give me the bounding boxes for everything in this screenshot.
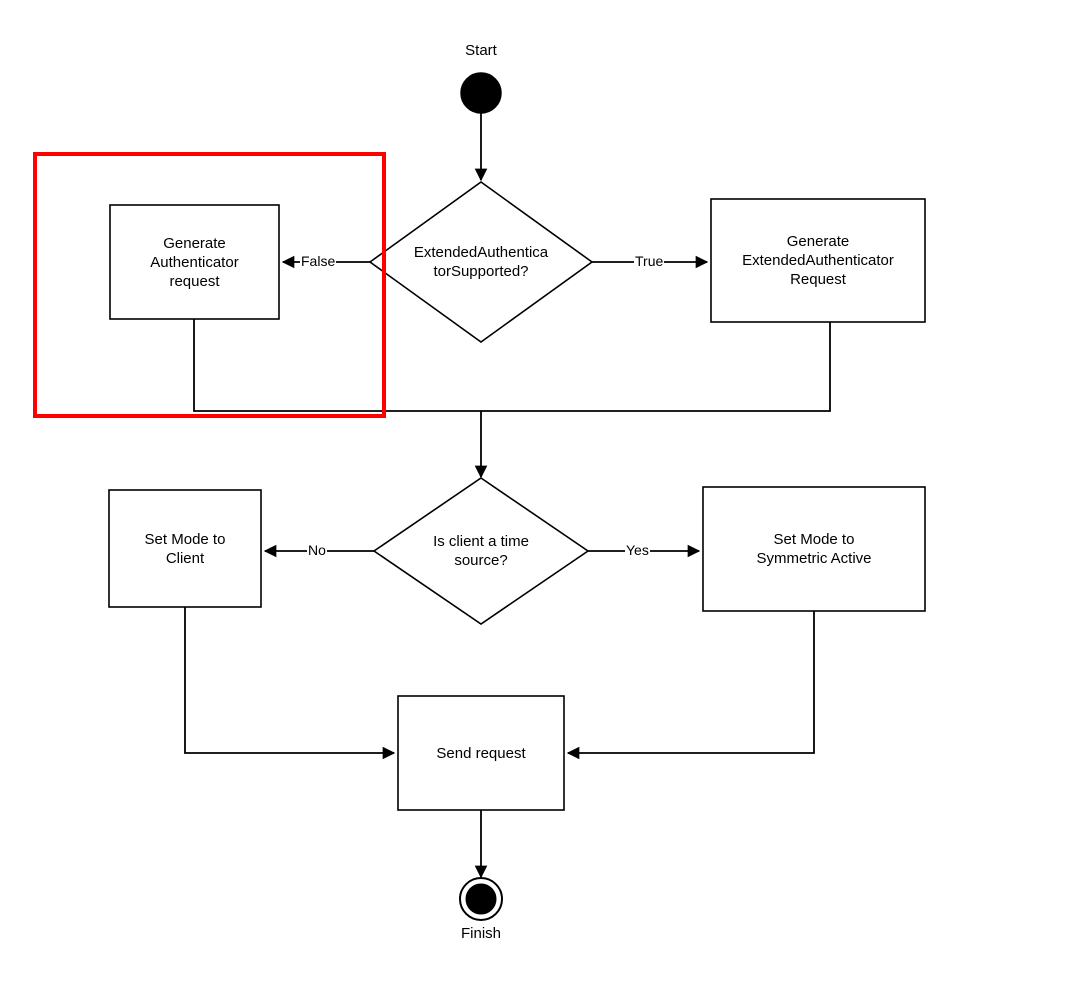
time-source-decision-node — [374, 478, 588, 624]
start-label: Start — [465, 42, 497, 59]
edge-set-mode-symmetric-to-send — [568, 611, 814, 753]
set-mode-symmetric-label: Set Mode to Symmetric Active — [756, 531, 872, 567]
finish-label: Finish — [460, 925, 501, 942]
ext-auth-decision-node — [370, 182, 592, 342]
send-request-label: Send request — [436, 744, 526, 762]
edge-set-mode-client-to-send — [185, 607, 394, 753]
time-source-decision-label: Is client a time source? — [433, 533, 529, 569]
set-mode-client-label: Set Mode to Client — [144, 530, 226, 567]
set-mode-symmetric-node — [703, 487, 925, 611]
edge-label-true: True — [635, 253, 664, 269]
start-node — [461, 73, 501, 113]
edge-gen-ext-auth-to-trunk — [481, 322, 830, 411]
set-mode-client-node — [109, 490, 261, 607]
gen-auth-label: Generate Authenticator request — [150, 234, 239, 290]
gen-ext-auth-node — [711, 199, 925, 322]
ext-auth-decision-label: ExtendedAuthentica torSupported? — [413, 244, 549, 280]
edge-label-yes: Yes — [626, 542, 649, 558]
edge-label-no: No — [308, 542, 326, 558]
edge-label-false: False — [301, 253, 336, 269]
send-request-node — [398, 696, 564, 810]
gen-ext-auth-label: Generate ExtendedAuthenticator Request — [742, 233, 894, 288]
gen-auth-node — [110, 205, 279, 319]
edge-gen-auth-to-trunk — [194, 319, 481, 411]
finish-node — [466, 884, 496, 914]
